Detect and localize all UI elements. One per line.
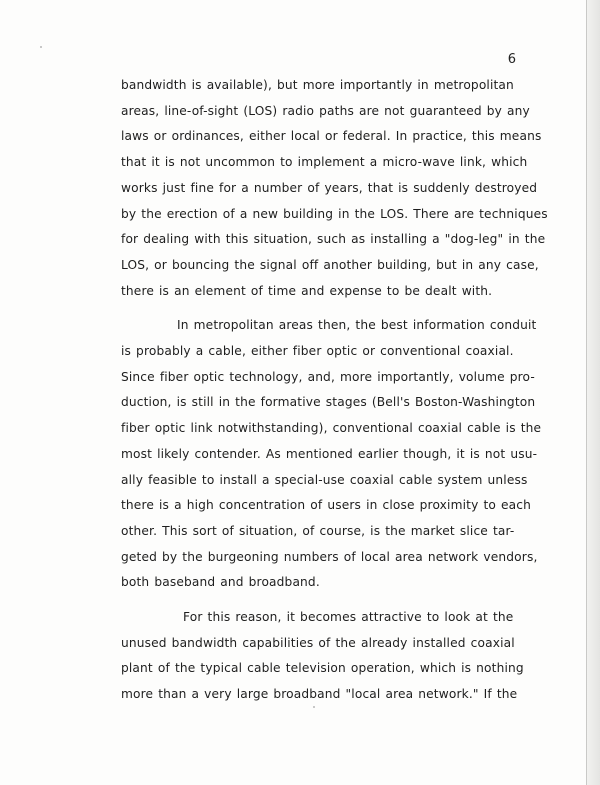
paragraph: [121, 605, 524, 708]
text-line: that it is not uncommon to implement a micro-wave link, which: [121, 155, 528, 170]
scan-speck: [40, 46, 42, 48]
scanned-page-edge-line: [586, 0, 587, 785]
text-line: laws or ordinances, either local or federal. In practice, this means: [121, 129, 542, 144]
body-text: [121, 73, 548, 708]
text-line: more than a very large broadband "local area network." If the: [121, 687, 518, 702]
text-line: LOS, or bouncing the signal off another building, but in any case,: [121, 257, 539, 272]
text-line: plant of the typical cable television operation, which is nothing: [121, 661, 524, 676]
text-line: other. This sort of situation, of course, is the market slice tar-: [121, 523, 515, 538]
text-line: ally feasible to install a special-use coaxial cable system unless: [121, 472, 528, 487]
text-line: is probably a cable, either fiber optic or conventional coaxial.: [121, 344, 514, 359]
text-line: both baseband and broadband.: [121, 575, 320, 590]
text-line: In metropolitan areas then, the best information conduit: [177, 318, 537, 333]
scanned-page-edge: [586, 0, 600, 785]
text-line: areas, line-of-sight (LOS) radio paths are not guaranteed by any: [121, 103, 530, 118]
text-line: geted by the burgeoning numbers of local area network vendors,: [121, 549, 538, 564]
text-line: fiber optic link notwithstanding), conventional coaxial cable is the: [121, 421, 542, 436]
text-line: unused bandwidth capabilities of the already installed coaxial: [121, 635, 515, 650]
text-line: there is an element of time and expense to be dealt with.: [121, 283, 493, 298]
text-line: works just fine for a number of years, that is suddenly destroyed: [121, 180, 538, 195]
text-line: duction, is still in the formative stages (Bell's Boston-Washington: [121, 395, 536, 410]
scan-speck: [313, 706, 315, 708]
page-number: 6: [507, 52, 516, 67]
paragraph: [121, 313, 542, 596]
text-line: for dealing with this situation, such as installing a "dog-leg" in the: [121, 232, 546, 247]
text-line: Since fiber optic technology, and, more importantly, volume pro-: [121, 369, 535, 384]
text-line: there is a high concentration of users in close proximity to each: [121, 498, 532, 513]
text-line: For this reason, it becomes attractive to look at the: [183, 610, 514, 625]
text-line: bandwidth is available), but more importantly in metropolitan: [121, 78, 514, 92]
text-line: by the erection of a new building in the LOS. There are techniques: [121, 206, 548, 221]
text-line: most likely contender. As mentioned earlier though, it is not usu-: [121, 446, 538, 461]
paragraph: [121, 73, 548, 304]
